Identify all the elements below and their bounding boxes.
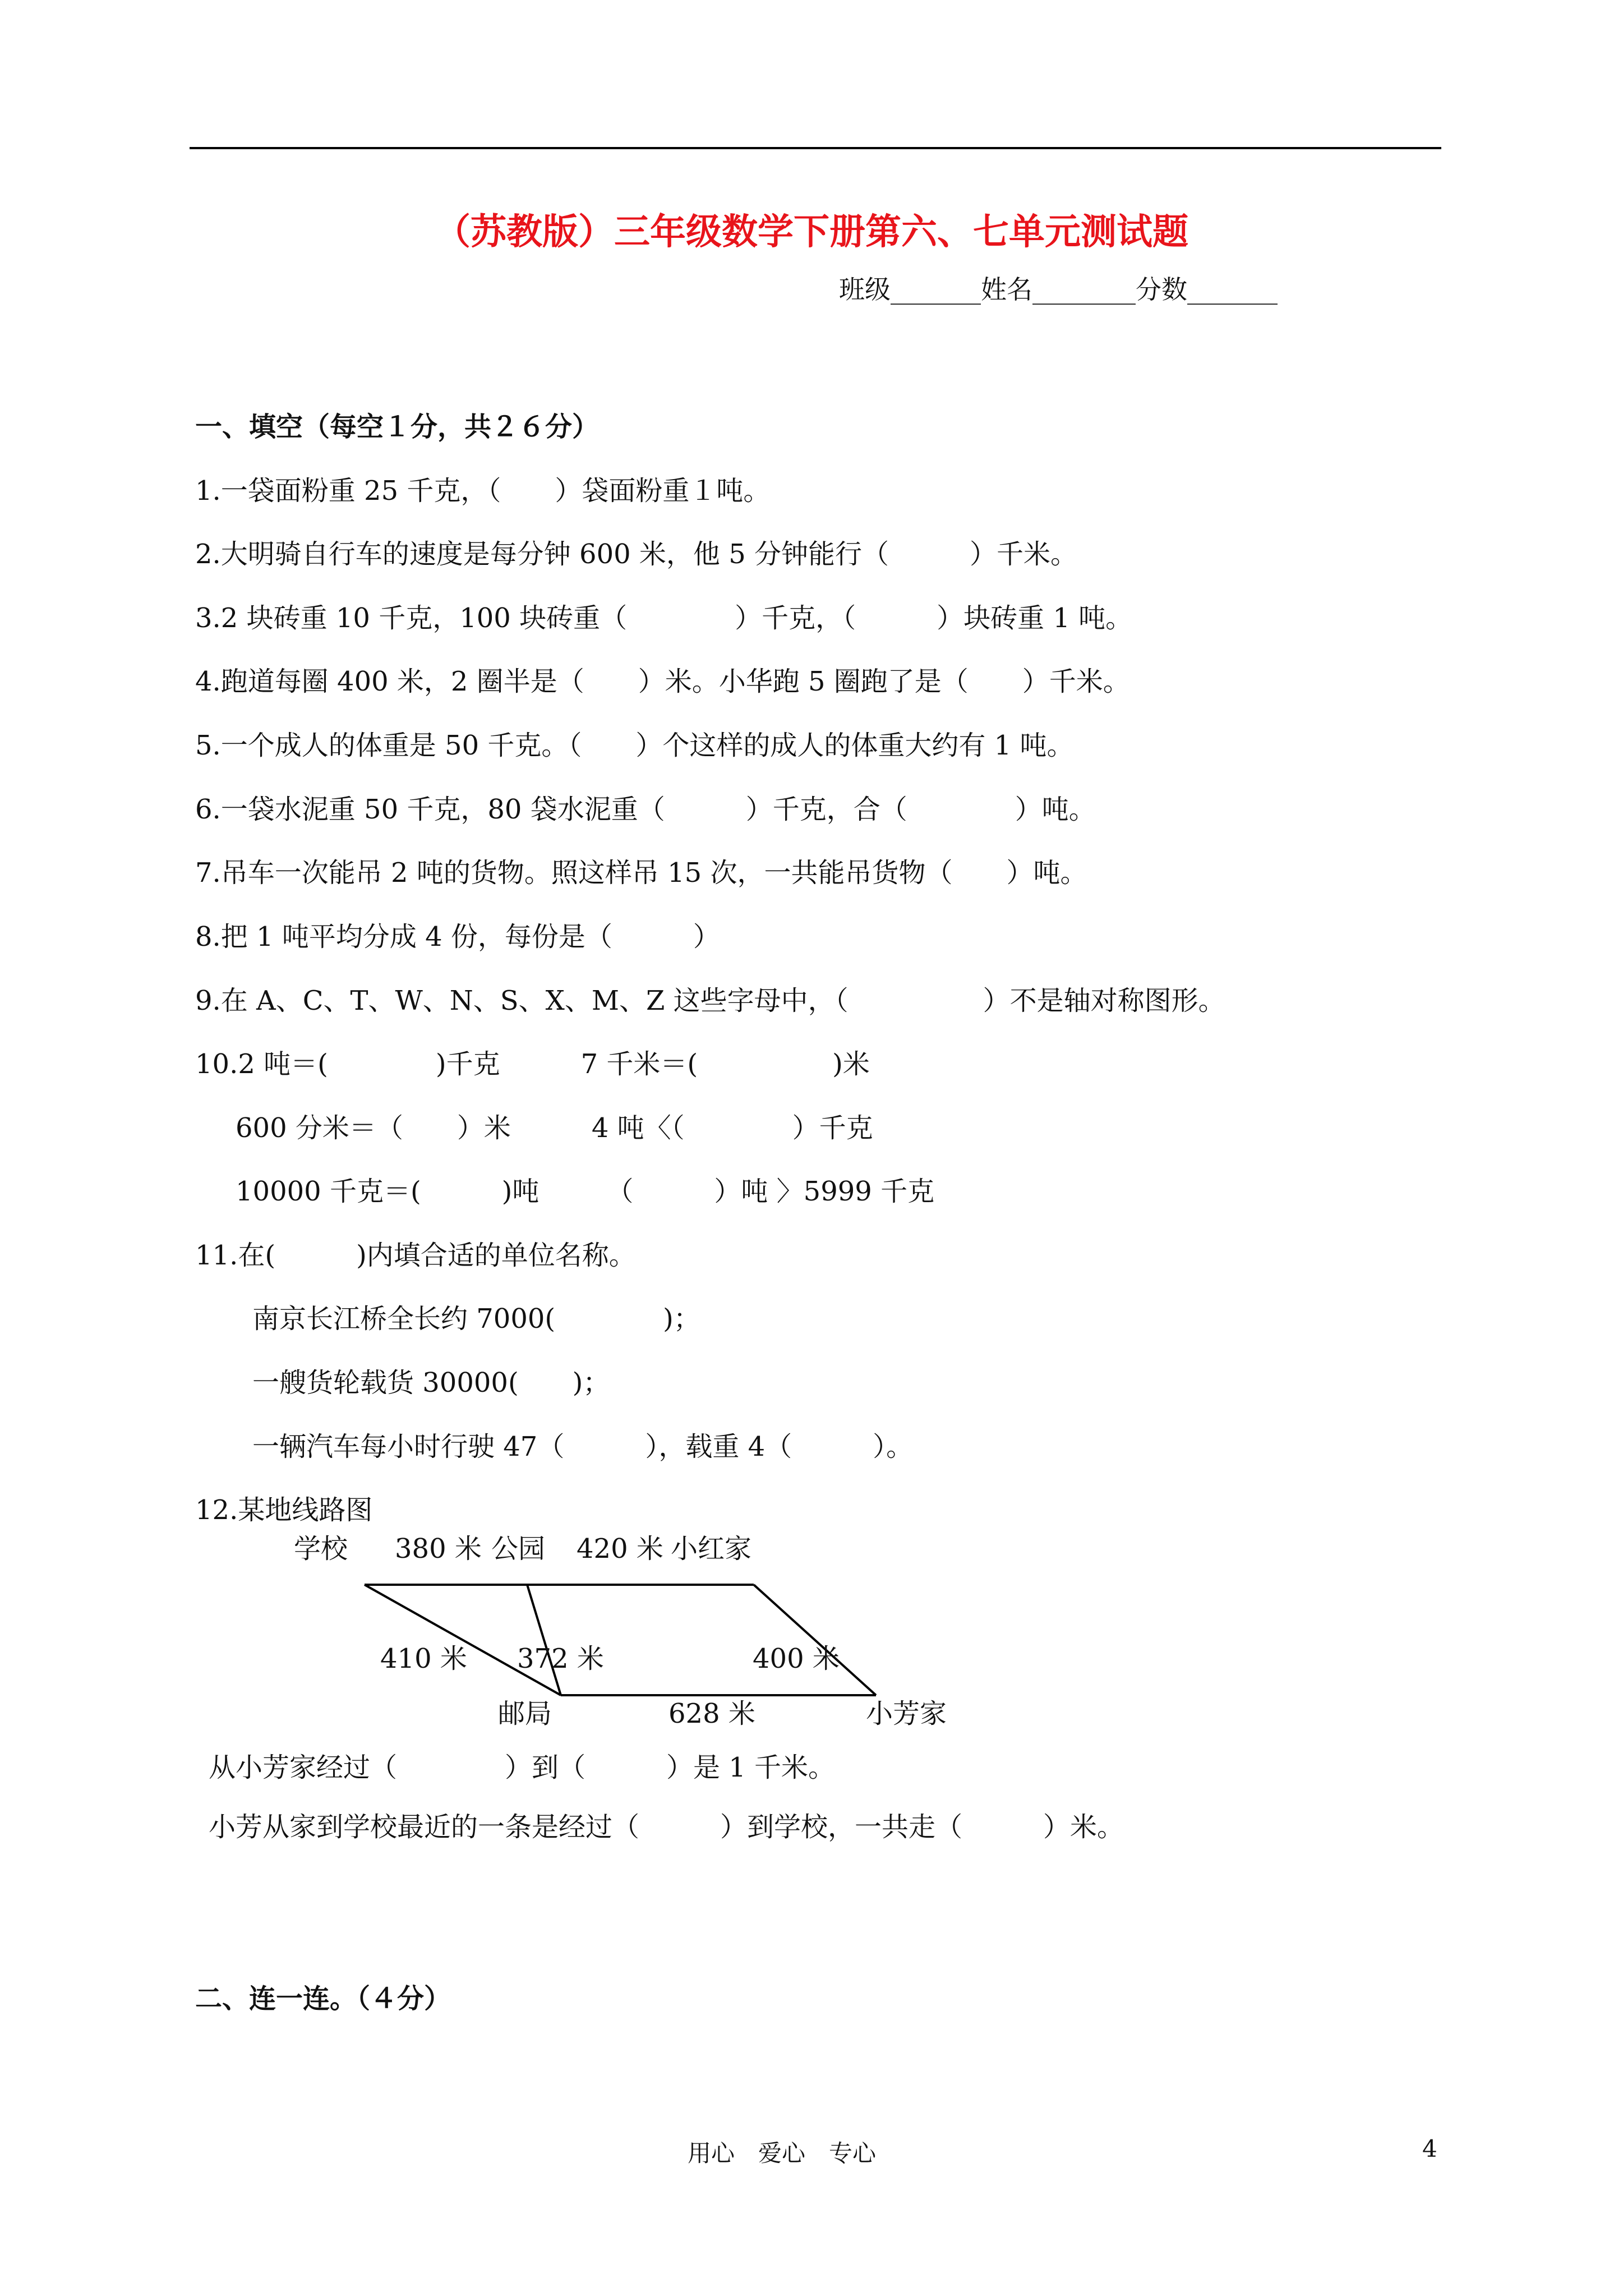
map-label-fang-home: 小芳家	[866, 1698, 947, 1729]
page-title: （苏教版）三年级数学下册第六、七单元测试题	[435, 211, 1188, 253]
question-6: 6.一袋水泥重 50 千克，80 袋水泥重（ ）千克，合（ ）吨。	[195, 794, 1096, 825]
question-11-a: 南京长江桥全长约 7000( )；	[252, 1303, 700, 1335]
map-label-park-hong-distance: 420 米	[577, 1533, 663, 1565]
section2-heading: 二、连一连。（４分）	[195, 1983, 451, 2014]
footer-motto: 用心 爱心 专心	[688, 2139, 877, 2167]
map-label-hong-fang-distance: 400 米	[753, 1643, 840, 1674]
map-label-park: 公园	[491, 1533, 546, 1565]
question-4: 4.跑道每圈 400 米，2 圈半是（ ）米。小华跑 5 圈跑了是（ ）千米。	[195, 666, 1130, 697]
page-number: 4	[1422, 2135, 1437, 2162]
map-label-post-office: 邮局	[498, 1698, 552, 1729]
question-5: 5.一个成人的体重是 50 千克。（ ）个这样的成人的体重大约有 1 吨。	[195, 730, 1074, 761]
question-3: 3.2 块砖重 10 千克，100 块砖重（ ）千克，（ ）块砖重 1 吨。	[195, 602, 1133, 634]
section1-heading: 一、填空（每空１分，共２６分）	[195, 411, 600, 443]
question-11: 11.在( )内填合适的单位名称。	[195, 1240, 636, 1271]
question-11-c: 一辆汽车每小时行驶 47（ ），载重 4（ ）。	[252, 1431, 914, 1462]
question-12: 12.某地线路图	[195, 1494, 373, 1526]
question-8: 8.把 1 吨平均分成 4 份，每份是（ ）	[195, 921, 720, 953]
map-label-park-post-distance: 372 米	[517, 1643, 604, 1674]
question-2: 2.大明骑自行车的速度是每分钟 600 米，他 5 分钟能行（ ）千米。	[195, 539, 1077, 570]
question-10-line1: 10.2 吨＝( )千克 7 千米＝( )米	[195, 1048, 870, 1080]
map-label-school-post-distance: 410 米	[380, 1643, 467, 1674]
question-12-a: 从小芳家经过（ ）到（ ）是 1 千米。	[209, 1752, 836, 1783]
question-9: 9.在 A、C、T、W、N、S、X、M、Z 这些字母中，（ ）不是轴对称图形。	[195, 985, 1225, 1016]
question-10-line2: 600 分米＝（ ）米 4 吨〈（ ）千克	[236, 1112, 873, 1144]
map-label-hong-home: 小红家	[671, 1533, 752, 1565]
question-7: 7.吊车一次能吊 2 吨的货物。照这样吊 15 次，一共能吊货物（ ）吨。	[195, 857, 1087, 889]
question-11-b: 一艘货轮载货 30000( )；	[252, 1367, 610, 1398]
question-12-b: 小芳从家到学校最近的一条是经过（ ）到学校，一共走（ ）米。	[209, 1811, 1124, 1843]
question-10-line3: 10000 千克＝( )吨 （ ）吨 〉5999 千克	[236, 1176, 935, 1207]
question-1: 1.一袋面粉重 25 千克，（ ）袋面粉重１吨。	[195, 475, 771, 507]
map-label-school-park-distance: 380 米	[395, 1533, 482, 1565]
map-label-school: 学校	[294, 1533, 348, 1565]
map-label-post-fang-distance: 628 米	[668, 1698, 755, 1729]
student-info-line: 班级_______姓名________分数_______	[839, 274, 1278, 305]
